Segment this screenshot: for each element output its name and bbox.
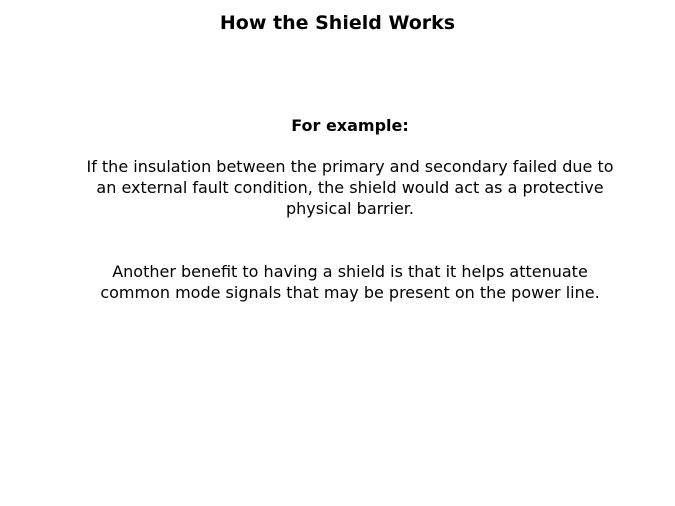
attenuation-paragraph: Another benefit to having a shield is that it helps attenuate common mode signals that may be present on the power line. xyxy=(100,262,600,302)
example-heading: For example: xyxy=(291,116,409,135)
insulation-paragraph: If the insulation between the primary and secondary failed due to an external fault condition, the shield would act as a protective physical barrier. xyxy=(86,157,614,218)
slide-title: How the Shield Works xyxy=(219,12,456,34)
